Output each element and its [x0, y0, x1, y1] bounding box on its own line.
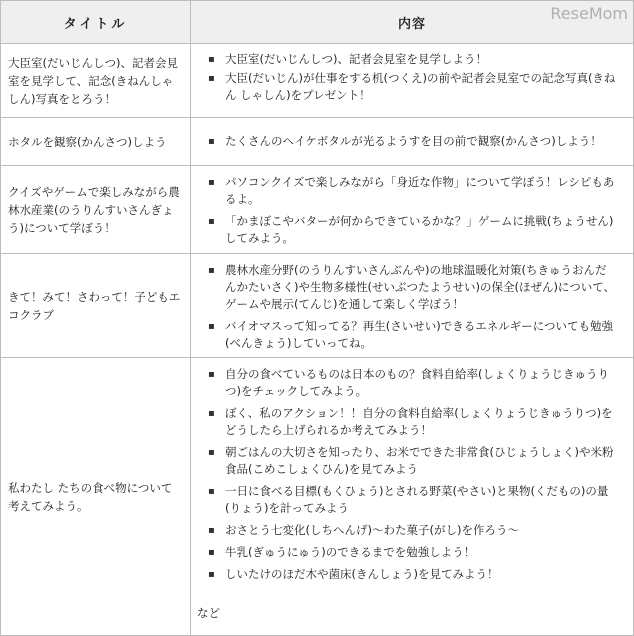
row-title: クイズやゲームで楽しみながら農林水産業(のうりんすいさんぎょう)について学ぼう！ [8, 184, 180, 235]
row-title-cell [1, 166, 190, 253]
column-divider [190, 1, 191, 635]
list-item: ▪ 一日に食べる目標(もくひょう)とされる野菜(やさい)と果物(くだもの)の量(りょう)を計ってみよう [191, 483, 633, 517]
table-row [1, 166, 633, 254]
row-title-cell [1, 44, 190, 117]
row-content-cell [191, 118, 633, 165]
row-content-cell [191, 358, 633, 635]
table-header [1, 1, 633, 44]
list-item: ▪ 「かまぼこやバターが何からできているかな？」ゲームに挑戦(ちょうせん)してみよう。 [191, 213, 633, 247]
row-title: 私わたし たちの食べ物について考えてみよう。 [8, 480, 173, 513]
etc-note: など [197, 606, 220, 620]
row-content-cell [191, 166, 633, 253]
list-item: ▪ 自分の食べているものは日本のもの？食料自給率(しょくりょうじきゅうりつ)をチェックしてみよう。 [191, 366, 633, 400]
list-item: ▪ たくさんのヘイケボタルが光るようすを目の前で観察(かんさつ)しよう！ [191, 133, 633, 150]
row-title-cell [1, 358, 190, 635]
row-title-cell [1, 254, 190, 357]
list-item: ▪ 牛乳(ぎゅうにゅう)のできるまでを勉強しよう！ [191, 544, 633, 561]
list-item: ▪ 大臣室(だいじんしつ)、記者会見室を見学しよう！ [191, 51, 633, 68]
list-item: ▪ バイオマスって知ってる？再生(さいせい)できるエネルギーについても勉強(べんきょう)していってね。 [191, 318, 633, 352]
list-item: ▪ しいたけのほだ木や菌床(きんしょう)を見てみよう！ [191, 566, 633, 583]
list-item: ▪ 大臣(だいじん)が仕事をする机(つくえ)の前や記者会見室での記念写真(きねん しゃしん)をプレゼント！ [191, 70, 633, 104]
row-title-cell [1, 118, 190, 165]
list-item: ▪ パソコンクイズで楽しみながら「身近な作物」について学ぼう！レシピもあるよ。 [191, 174, 633, 208]
row-title: 大臣室(だいじんしつ)、記者会見室を見学して、記念(きねんしゃしん)写真をとろう！ [8, 55, 178, 106]
table-row [1, 44, 633, 118]
list-item: ▪ ぼく、私のアクション！！自分の食料自給率(しょくりょうじきゅうりつ)をどうしたら上げられるか考えてみよう！ [191, 405, 633, 439]
row-content-cell [191, 44, 633, 117]
table-row [1, 254, 633, 358]
list-item: ▪ おさとう七変化(しちへんげ)〜わた菓子(がし)を作ろう〜 [191, 522, 633, 539]
row-title: ホタルを観察(かんさつ)しよう [8, 134, 167, 149]
table-row [1, 118, 633, 166]
header-content-column: 内容 [397, 16, 426, 32]
watermark-logo: ReseMom [550, 4, 628, 23]
list-item: ▪ 農林水産分野(のうりんすいさんぶんや)の地球温暖化対策(ちきゅうおんだんかたいさく)や生物多様性(せいぶつたようせい)の保全(ほぜん)について、ゲームや展示(てんじ)を通して楽しく学ぼう！ [191, 262, 633, 313]
header-title-column: タイトル [63, 16, 128, 32]
list-item: ▪ 朝ごはんの大切さを知ったり、お米でできた非常食(ひじょうしょく)や米粉食品(こめこしょくひん)を見てみよう [191, 444, 633, 478]
row-title: きて！みて！さわって！子どもエコクラブ [8, 289, 181, 322]
row-content-cell [191, 254, 633, 357]
table-row [1, 358, 633, 636]
